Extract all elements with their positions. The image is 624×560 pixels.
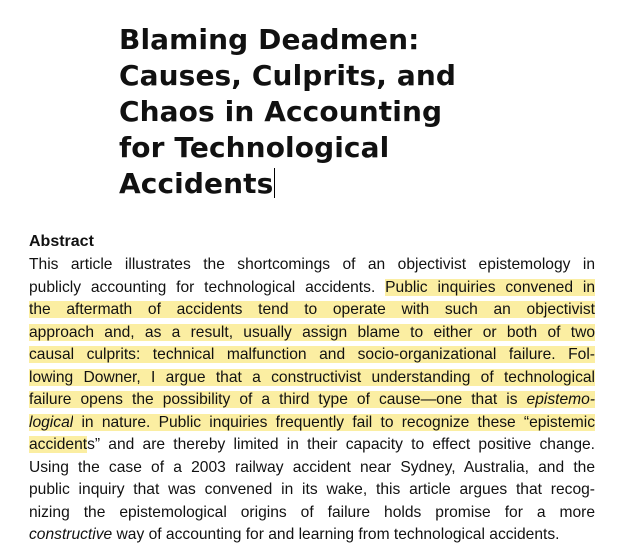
abstract-text: public inquiry that was convened in its wake, this article argues that recog- [29,481,595,498]
abstract-line-7 [29,389,595,412]
abstract-heading: Abstract [29,233,94,250]
title-line-2: Causes, Culprits, and [119,59,457,92]
highlight-italic: epistemo- [526,391,595,408]
abstract-line-2 [29,277,595,300]
abstract-body [29,254,595,547]
highlight: accident [29,436,88,453]
highlight-italic: logical [29,413,74,431]
highlight: lowing Downer, I argue that a constructivist understanding of technological [29,368,595,386]
title-line-4: for Technological [119,131,390,164]
highlight: Fol- [555,346,595,363]
highlight: approach and, as a result, usually assign blame to either or both of two [29,323,595,341]
abstract-line-12 [29,502,595,525]
abstract-text: nizing the epistemological origins of failure holds promise for a more [29,503,595,521]
title-line-5[interactable] [119,166,539,202]
highlight: Public inquiries convened in [385,278,595,296]
abstract-line-5 [29,344,595,367]
abstract-line-13 [29,524,595,547]
abstract-italic: constructive [29,526,113,543]
abstract-line-4 [29,322,595,345]
abstract-text: s” and are thereby limited in their capacity to effect positive change. [87,436,595,453]
abstract-text: Using the case of a 2003 railway accident near Sydney, Australia, and the [29,458,595,476]
highlight: the aftermath of accidents tend to operate with such an objectivist [29,301,595,318]
abstract-text: way of accounting for and learning from technological accidents. [112,526,560,543]
title-line-5-text: Accidents [119,167,274,200]
title-line-3: Chaos in Accounting [119,95,443,128]
highlight: failure opens the possibility of a third type of cause—one that is [29,391,527,408]
abstract-line-3 [29,299,595,322]
abstract-line-8 [29,412,595,435]
abstract-text: publicly accounting for technological accidents. [29,278,386,296]
abstract-line-11 [29,479,595,502]
abstract-line-1 [29,254,595,277]
highlight: causal culprits: technical malfunction and socio-organizational failure. [29,346,556,363]
highlight: Public inquiries frequently fail to recognize these “epistemic [150,413,595,431]
text-cursor [274,168,275,198]
abstract-text: This article illustrates the shortcomings of an objectivist epistemology in [29,256,595,273]
paper-title [119,22,539,202]
title-line-1: Blaming Deadmen: [119,23,420,56]
abstract-line-9 [29,434,595,457]
abstract-line-10 [29,457,595,480]
highlight: in nature. [73,413,151,431]
abstract-line-6 [29,367,595,390]
